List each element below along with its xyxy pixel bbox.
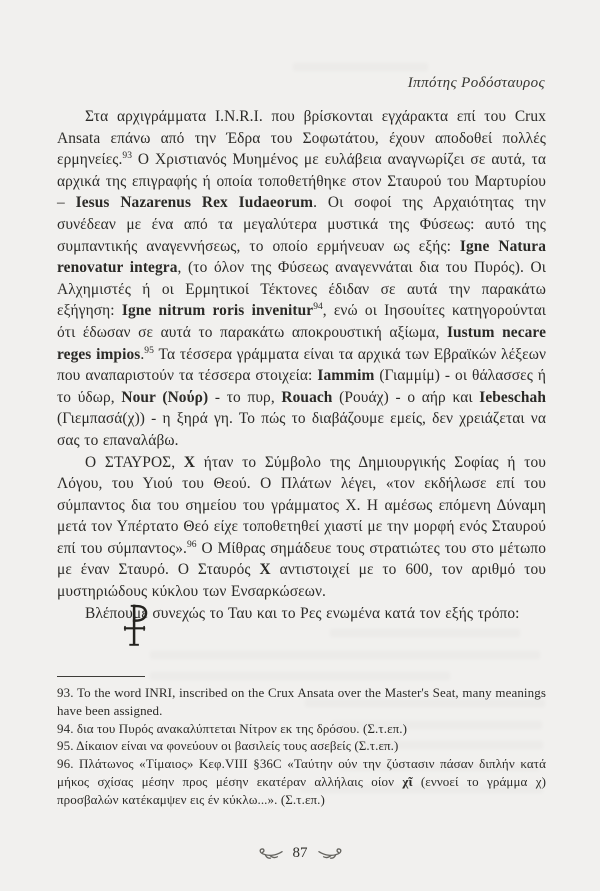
floral-flourish-icon — [317, 847, 345, 860]
floral-flourish-icon — [256, 847, 284, 860]
tau-rho-staurogram-icon — [121, 603, 151, 647]
footnote-94: 94. δια του Πυρός ανακαλύπτεται Νίτρον εκ της δρόσου. (Σ.τ.επ.) — [57, 720, 408, 736]
footnote-95: 95. Δίκαιον είναι να φονεύουν οι βασιλείς τους ασεβείς (Σ.τ.επ.) — [57, 738, 399, 754]
footnote-93: 93. To the word INRI, inscribed on the Crux Ansata over the Master's Seat, many meanings have been assigned. — [57, 685, 546, 718]
showthrough-ghost — [293, 63, 428, 71]
body-text — [57, 106, 546, 624]
paragraph-inri: Στα αρχιγράμματα I.N.R.I. που βρίσκονται εγχάρακτα επί του Crux Ansata επάνω από την Έδρα του Σοφωτάτου, έχουν αποδοθεί πολλές ερμηνείες.$^{93}$ Ο Χριστιανός Μυημένος με ευλάβεια αναγνωρίζει σε αυτά, τα αρχικά της επιγραφής ή οποία τοποθετήθηκε στον Σταυρού του Μαρτυρίου – Iesus Nazarenus Rex Iudaeorum. Οι σοφοί της Αρχαιότητας την συνέδεαν με ένα από τα μεγαλύτερα μυστικά της Φύσεως: αυτό της συμπαντικής αναγεννήσεως, το οποίο ερμήνευαν ως εξής: Igne Natura renovatur integra, (το όλον της Φύσεως αναγεννάται δια του Πυρός). Οι Αλχημιστές ή οι Ερμητικοί Τέκτονες έδιδαν σε αυτά την παρακάτω εξήγηση: Igne nitrum roris invenitur$^{94}$, ενώ οι Ιησουίτες κατηγορούνται ότι έδωσαν σε αυτά το παρακάτω αποκρουστική αξίωμα, Iustum necare reges impios.$^{95}$ Τα τέσσερα γράμματα είναι τα αρχικά των Εβραϊκών λέξεων που αναπαριστούν τα τέσσερα στοιχεία: Iammim (Γιαμμίμ) - οι θάλασσες ή το ύδωρ, Nour (Νούρ) - το πυρ, Rouach (Ρουάχ) - ο αήρ και Iebeschah (Γιεμπασά(χ)) - η ξηρά γη. Το πώς το διαβάζουμε εμείς, δεν χρειάζεται να σας το επαναλάβω. — [57, 108, 546, 449]
footnotes-section — [57, 676, 546, 809]
paragraph-tau-rho-text: Βλέπουμε συνεχώς το Ταυ και το Ρες ενωμένα κατά τον εξής τρόπο: — [85, 604, 520, 622]
showthrough-ghost — [150, 651, 540, 659]
footnote-96: 96. Πλάτωνος «Τίμαιος» Κεφ.VIII §36C «Ταύτην ούν την ζύστασιν πάσαν διπλήν κατά μήκος σχίσας μέσην προς μέσην εκατέραν αλλήλαις οίον χῖ (εννοεί το γράμμα χ) προσβαλών κατέκαμψεν εις έν κύκλω...». (Σ.τ.επ.) — [57, 756, 547, 807]
showthrough-ghost — [330, 629, 520, 637]
page-footer — [0, 845, 600, 862]
running-header: Ιππότης Ροδόσταυρος — [407, 75, 545, 91]
page-number: 87 — [292, 845, 308, 861]
paragraph-stavros-x: Ο ΣΤΑΥΡΟΣ, X ήταν το Σύμβολο της Δημιουργικής Σοφίας ή του Λόγου, του Υιού του Θεού. Ο Πλάτων λέγει, «τον εκδήλωσε επί του σύμπαντος δια του σημείου του γράμματος X. Η αμέσως επόμενη Δύναμη μετά τον Υπέρτατο Θεό είχε τοποθετηθεί χιαστί με την μορφή ενός Σταυρού επί του σύμπαντος».$^{96}$ Ο Μίθρας σημάδευε τους στρατιώτες του στο μέτωπο με έναν Σταυρό. Ο Σταυρός X αντιστοιχεί με το 600, τον αριθμό του μυστηριώδους κύκλου των Ενσαρκώσεων. — [57, 453, 547, 601]
paragraph-tau-rho — [57, 603, 546, 625]
footnote-separator — [57, 676, 145, 677]
